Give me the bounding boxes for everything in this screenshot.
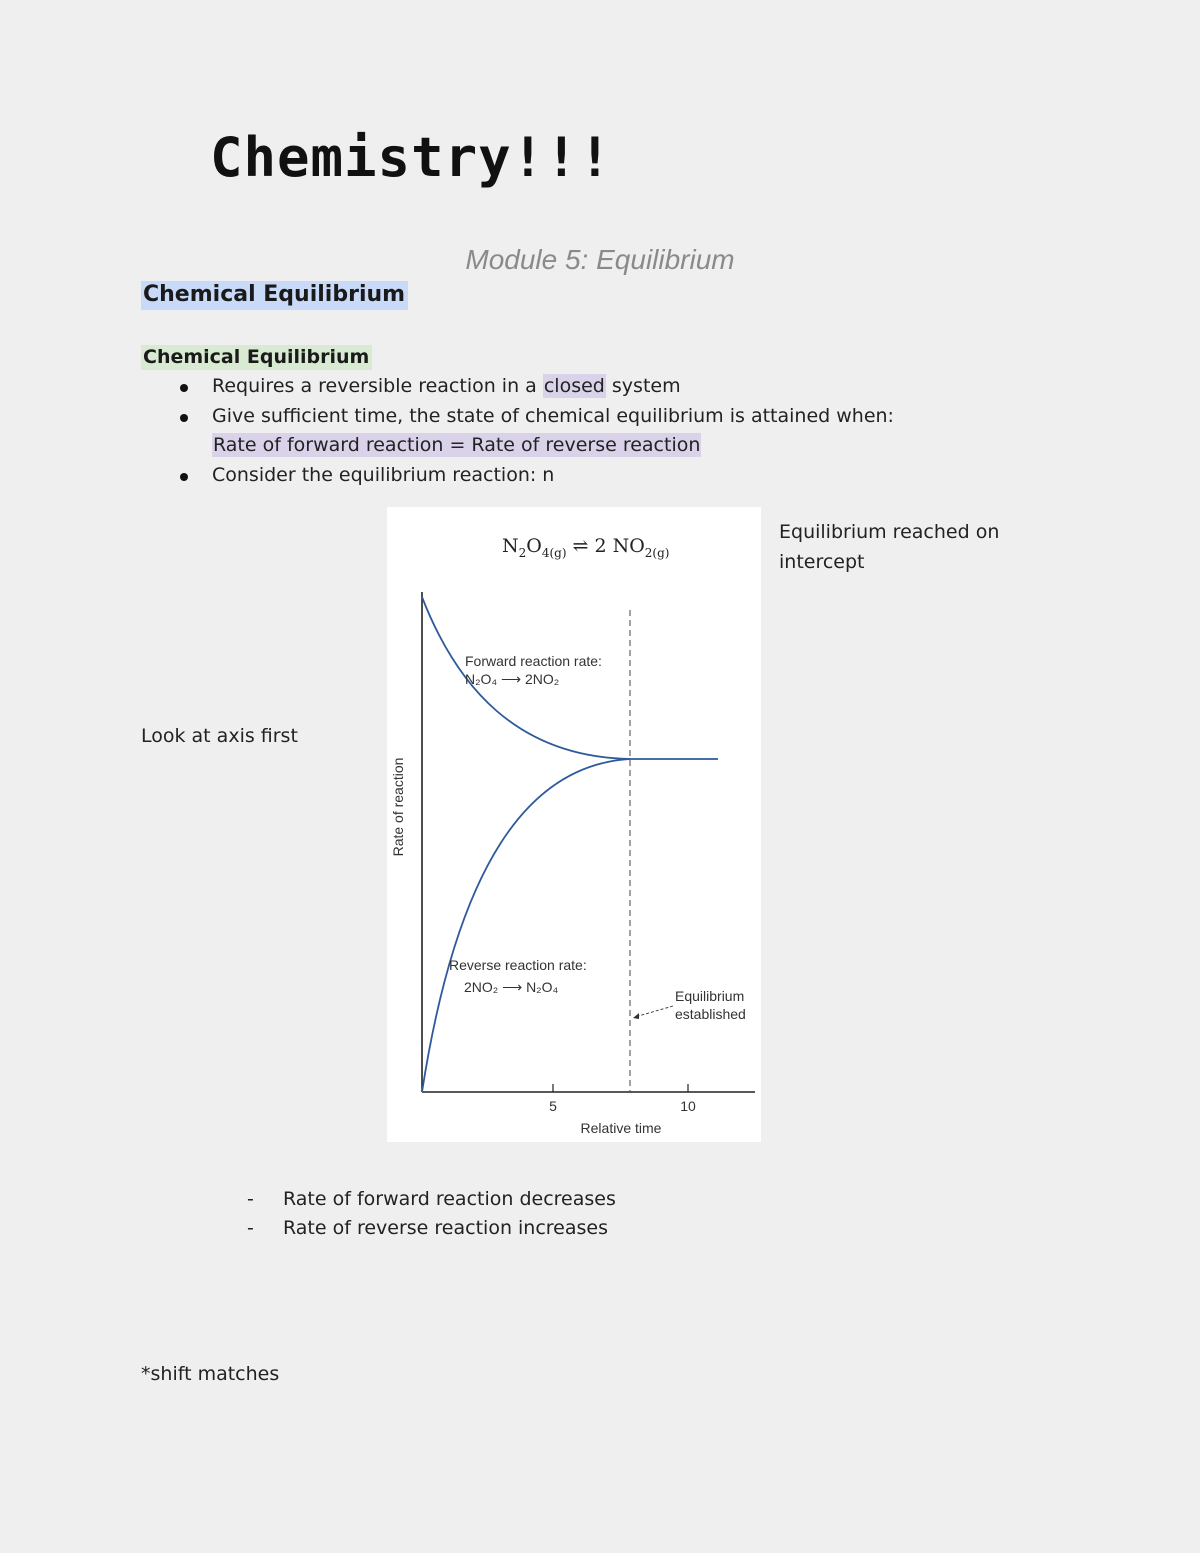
list-item [180, 461, 1000, 491]
equilibrium-label: Equilibrium [675, 988, 745, 1004]
bullet-text: Requires a reversible reaction in a [212, 375, 543, 397]
observation-list [247, 1185, 616, 1242]
subsection-heading: Chemical Equilibrium [141, 345, 372, 370]
equilibrium-figure [387, 507, 761, 1142]
forward-equation: N₂O₄ ⟶ 2NO₂ [465, 671, 560, 687]
module-subtitle: Module 5: Equilibrium [465, 244, 735, 275]
list-item [247, 1185, 616, 1214]
list-item [247, 1214, 616, 1243]
list-item [180, 402, 1000, 461]
bullet-text: Consider the equilibrium reaction: n [212, 463, 555, 486]
x-tick-label: 10 [680, 1098, 696, 1114]
note-axis: Look at axis first [141, 725, 298, 747]
bullet-icon [180, 414, 188, 422]
reverse-equation: 2NO₂ ⟶ N₂O₄ [464, 979, 559, 995]
highlight-closed: closed [543, 375, 605, 397]
reverse-label: Reverse reaction rate: [449, 957, 587, 973]
equilibrium-pointer [635, 1006, 673, 1017]
equation: $N_2O_{4(g)}$ ⇌ 2 $NO_{2(g)}$ [502, 535, 670, 560]
note-equilibrium-intercept: Equilibrium reached on intercept [779, 521, 1000, 573]
x-axis-label: Relative time [580, 1120, 662, 1136]
forward-label: Forward reaction rate: [465, 653, 602, 669]
footer-note: *shift matches [141, 1363, 280, 1385]
arrowhead-icon [633, 1013, 639, 1019]
page-title: Chemistry!!! [210, 126, 613, 189]
x-tick-label: 5 [549, 1098, 557, 1114]
list-item [180, 372, 1000, 402]
rate-graph [387, 507, 761, 1142]
observation-text: Rate of reverse reaction increases [283, 1216, 609, 1239]
observation-text: Rate of forward reaction decreases [283, 1188, 616, 1210]
highlight-rate-equality: Rate of forward reaction = Rate of reverse reaction [213, 434, 701, 456]
bullet-text: Give sufficient time, the state of chemical equilibrium is attained when: [212, 404, 894, 427]
y-axis-label: Rate of reaction [390, 757, 406, 857]
bullet-text: system [605, 375, 681, 397]
dash-marker: - [247, 1216, 254, 1239]
reverse-rate-curve [422, 759, 630, 1092]
section-heading: Chemical Equilibrium [141, 281, 408, 310]
dash-marker: - [247, 1188, 254, 1210]
bullet-icon [180, 384, 188, 392]
equilibrium-label: established [675, 1006, 746, 1022]
bullet-icon [180, 473, 188, 481]
bullet-list [180, 372, 1000, 490]
